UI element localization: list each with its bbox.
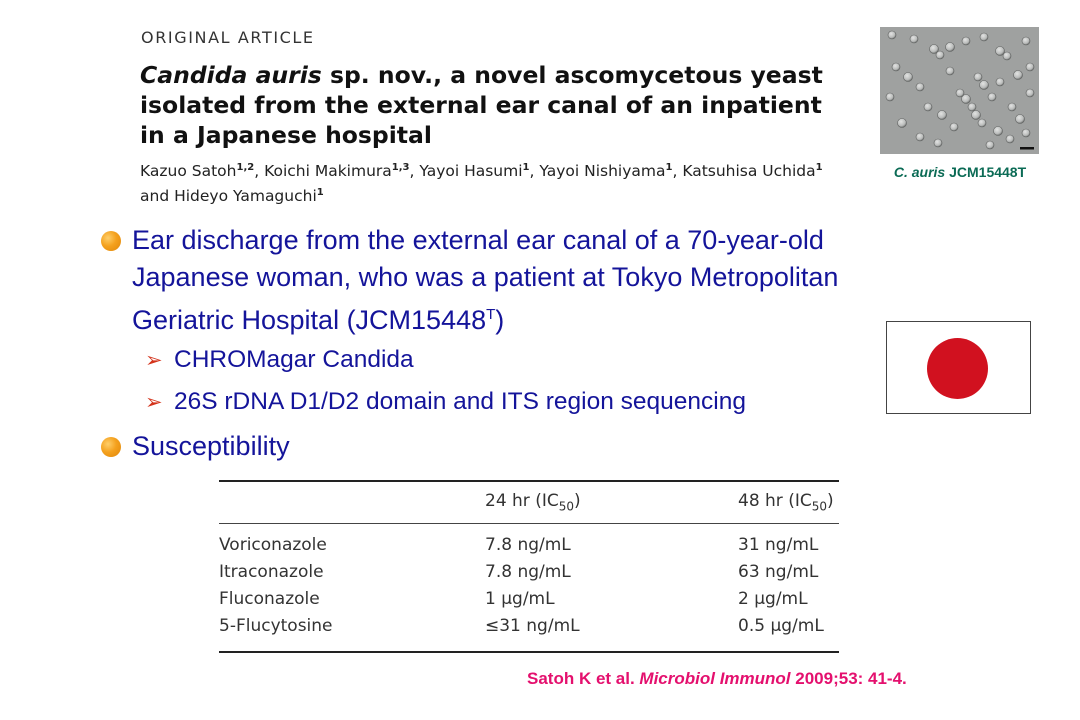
type-strain-mark: T bbox=[486, 306, 496, 323]
citation-authors: Satoh K et al. bbox=[527, 669, 640, 688]
authors-line-1 bbox=[140, 157, 860, 182]
author-affiliation: 1 bbox=[665, 162, 673, 173]
ear-line-3 bbox=[132, 296, 992, 339]
author-separator: , bbox=[254, 162, 265, 181]
caption-strain: JCM15448T bbox=[945, 164, 1027, 180]
article-title bbox=[140, 60, 860, 150]
column-header-48hr: 48 hr $(IC_{50})$ bbox=[738, 491, 834, 514]
author-name: Koichi Makimura bbox=[264, 162, 392, 181]
table-top-rule bbox=[219, 480, 839, 482]
article-title-line-3: in a Japanese hospital bbox=[140, 121, 432, 149]
author-affiliation: 1,2 bbox=[236, 162, 255, 173]
table-drug-cell: Itraconazole bbox=[219, 562, 324, 582]
ear-line-2: Japanese woman, who was a patient at Tokyo Metropolitan bbox=[132, 262, 839, 292]
ear-line-3-main: Geriatric Hospital (JCM15448 bbox=[132, 305, 487, 335]
article-title-line-1-rest: sp. nov., a novel ascomycetous yeast bbox=[321, 61, 823, 89]
micrograph-caption bbox=[880, 164, 1040, 180]
author-name: Yayoi Nishiyama bbox=[539, 162, 666, 181]
author-affiliation: 1 bbox=[316, 187, 324, 199]
table-value-cell: 2 μg/mL bbox=[738, 589, 808, 609]
table-drug-cell: Fluconazole bbox=[219, 589, 320, 609]
article-title-line-2: isolated from the external ear canal of an inpatient bbox=[140, 91, 822, 119]
species-name: Candida auris bbox=[140, 61, 322, 89]
author-affiliation: 1 bbox=[522, 162, 530, 173]
author-name: Katsuhisa Uchida bbox=[682, 162, 816, 181]
sub-bullet-sequencing: 26S rDNA D1/D2 domain and ITS region sequencing bbox=[174, 388, 746, 415]
arrow-bullet-icon: ➢ bbox=[145, 391, 163, 414]
yeast-cells-graphic bbox=[880, 27, 1039, 154]
citation bbox=[527, 669, 907, 689]
sub-bullet-chromagar: CHROMagar Candida bbox=[174, 346, 414, 373]
table-drug-cell: 5-Flucytosine bbox=[219, 616, 333, 636]
caption-species: C. auris bbox=[893, 164, 946, 180]
ear-discharge-bullet bbox=[132, 222, 992, 339]
table-drug-cell: Voriconazole bbox=[219, 535, 327, 555]
susceptibility-bullet: Susceptibility bbox=[132, 431, 290, 461]
author-name: and Hideyo Yamaguchi bbox=[140, 187, 317, 206]
authors-line-2 bbox=[140, 182, 860, 207]
article-type-label: ORIGINAL ARTICLE bbox=[141, 28, 315, 47]
author-name: Kazuo Satoh bbox=[140, 162, 237, 181]
table-value-cell: 1 μg/mL bbox=[485, 589, 555, 609]
table-value-cell: 0.5 μg/mL bbox=[738, 616, 824, 636]
yeast-micrograph-image bbox=[880, 27, 1039, 154]
citation-journal: Microbiol Immunol bbox=[639, 669, 791, 688]
article-title-line-1 bbox=[140, 60, 860, 90]
orange-bullet-icon bbox=[101, 231, 121, 251]
ear-line-1: Ear discharge from the external ear canal of a 70-year-old bbox=[132, 225, 824, 255]
arrow-bullet-icon: ➢ bbox=[145, 349, 163, 372]
author-affiliation: 1 bbox=[815, 162, 823, 173]
japan-flag-icon bbox=[886, 321, 1031, 414]
orange-bullet-icon bbox=[101, 437, 121, 457]
flag-red-disc bbox=[927, 338, 988, 399]
table-value-cell: ≤31 ng/mL bbox=[485, 616, 580, 636]
author-separator: , bbox=[672, 162, 683, 181]
author-separator: , bbox=[529, 162, 540, 181]
author-separator: , bbox=[409, 162, 420, 181]
column-header-24hr: 24 hr $(IC_{50})$ bbox=[485, 491, 581, 514]
ear-line-3-end: ) bbox=[495, 305, 505, 335]
article-authors bbox=[140, 157, 860, 207]
table-bottom-rule bbox=[219, 651, 839, 653]
table-value-cell: 7.8 ng/mL bbox=[485, 535, 571, 555]
table-value-cell: 31 ng/mL bbox=[738, 535, 819, 555]
table-value-cell: 63 ng/mL bbox=[738, 562, 819, 582]
author-affiliation: 1,3 bbox=[391, 162, 410, 173]
table-value-cell: 7.8 ng/mL bbox=[485, 562, 571, 582]
citation-details: 2009;53: 41-4. bbox=[790, 669, 907, 688]
author-name: Yayoi Hasumi bbox=[419, 162, 523, 181]
table-header-rule bbox=[219, 523, 839, 524]
